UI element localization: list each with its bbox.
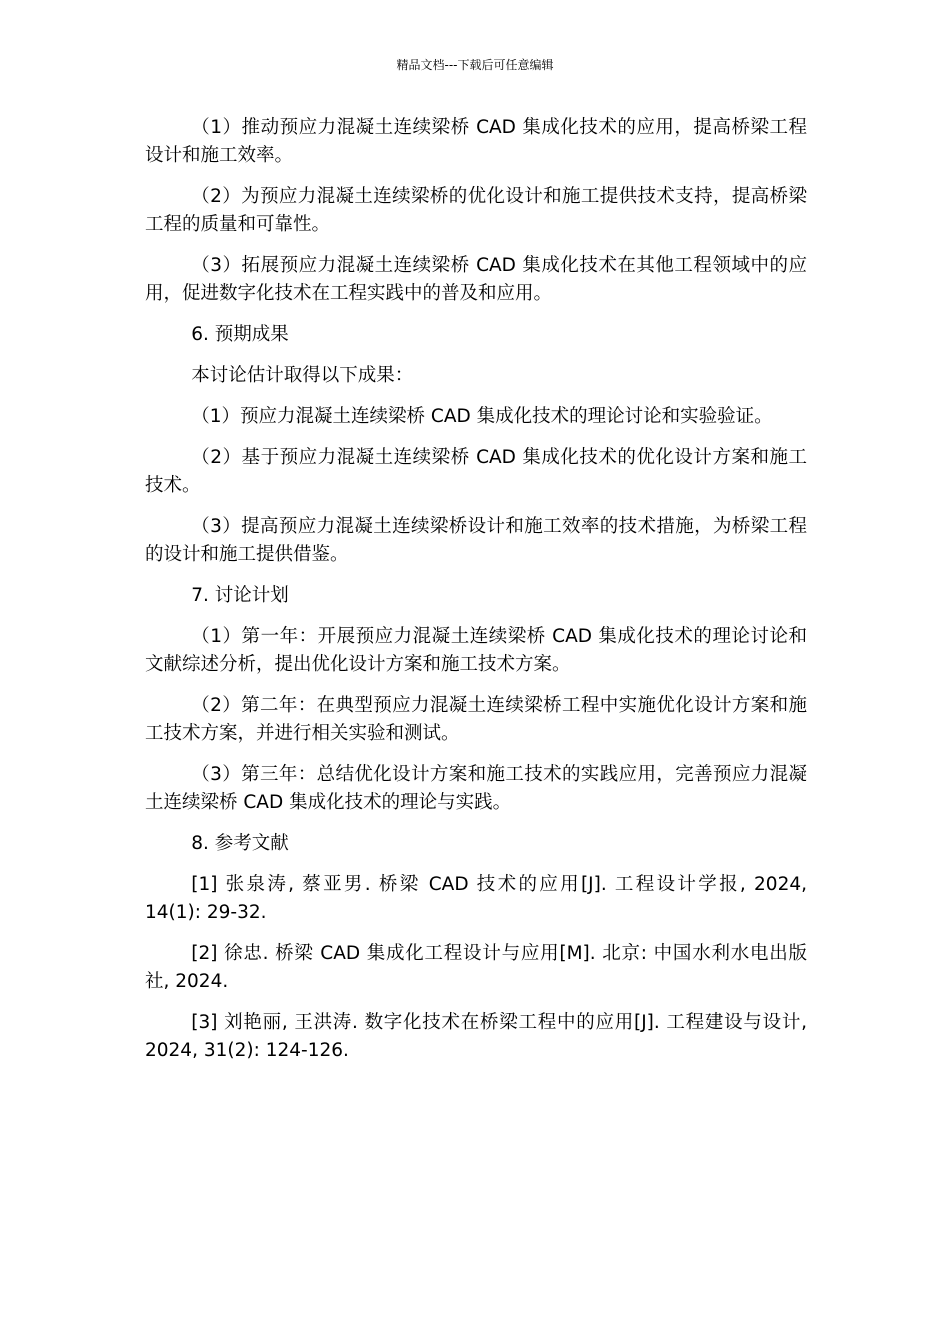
expected-results-intro: 本讨论估计取得以下成果： <box>191 365 414 386</box>
reference-item-2: [2] 徐忠. 桥梁 CAD 集成化工程设计与应用[M]. 北京: 中国水利水电出版社, 2024. <box>145 943 807 992</box>
result-item-1: （1）预应力混凝土连续梁桥 CAD 集成化技术的理论讨论和实验验证。 <box>191 406 773 427</box>
section-heading-references: 8. 参考文献 <box>191 833 289 854</box>
reference-item-1: [1] 张泉涛, 蔡亚男. 桥梁 CAD 技术的应用[J]. 工程设计学报, 2024, 14(1): 29-32. <box>145 874 807 923</box>
result-item-3: （3）提高预应力混凝土连续梁桥设计和施工效率的技术措施，为桥梁工程的设计和施工提供借鉴。 <box>145 516 807 565</box>
section-heading-expected-results: 6. 预期成果 <box>191 324 289 345</box>
plan-item-2: （2）第二年：在典型预应力混凝土连续梁桥工程中实施优化设计方案和施工技术方案，并进行相关实验和测试。 <box>145 695 807 744</box>
result-item-2: （2）基于预应力混凝土连续梁桥 CAD 集成化技术的优化设计方案和施工技术。 <box>145 447 807 496</box>
goal-item-1: （1）推动预应力混凝土连续梁桥 CAD 集成化技术的应用，提高桥梁工程设计和施工效率。 <box>145 117 807 166</box>
plan-item-1: （1）第一年：开展预应力混凝土连续梁桥 CAD 集成化技术的理论讨论和文献综述分析，提出优化设计方案和施工技术方案。 <box>145 626 807 675</box>
document-body <box>145 114 807 1078</box>
plan-item-3: （3）第三年：总结优化设计方案和施工技术的实践应用，完善预应力混凝土连续梁桥 CAD 集成化技术的理论与实践。 <box>145 764 807 813</box>
reference-item-3: [3] 刘艳丽, 王洪涛. 数字化技术在桥梁工程中的应用[J]. 工程建设与设计, 2024, 31(2): 124-126. <box>145 1012 807 1061</box>
goal-item-2: （2）为预应力混凝土连续梁桥的优化设计和施工提供技术支持，提高桥梁工程的质量和可靠性。 <box>145 186 807 235</box>
page-header: 精品文档---下载后可任意编辑 <box>396 58 554 72</box>
section-heading-research-plan: 7. 讨论计划 <box>191 585 289 606</box>
goal-item-3: （3）拓展预应力混凝土连续梁桥 CAD 集成化技术在其他工程领域中的应用，促进数字化技术在工程实践中的普及和应用。 <box>145 255 807 304</box>
